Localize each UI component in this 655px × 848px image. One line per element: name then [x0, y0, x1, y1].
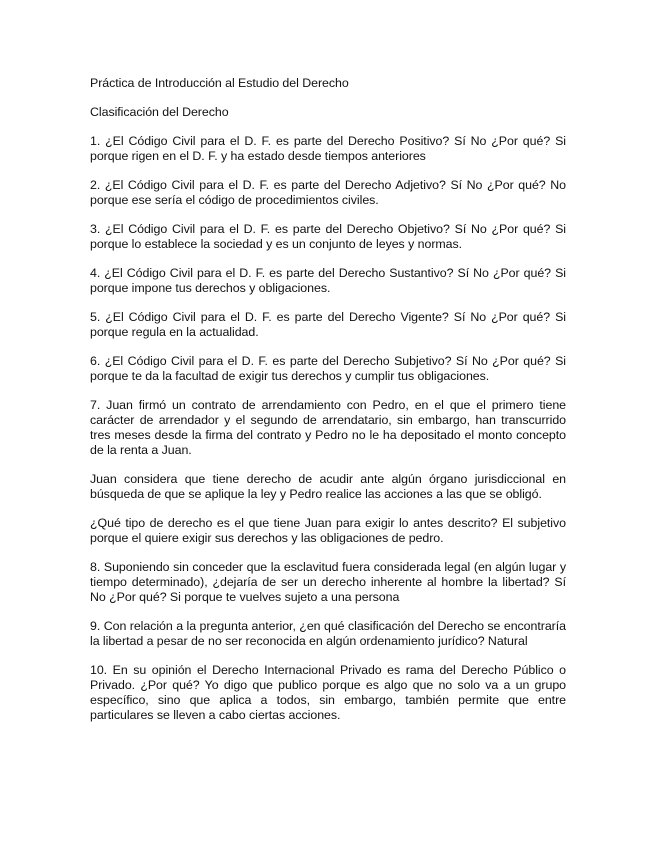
question-6: 6. ¿El Código Civil para el D. F. es parte del Derecho Subjetivo? Sí No ¿Por qué? Si porque te da la facultad de exigir tus derechos y cumplir tus obligaciones. [90, 354, 566, 383]
question-7-context: Juan considera que tiene derecho de acudir ante algún órgano jurisdiccional en búsqueda de que se aplique la ley y Pedro realice las acciones a las que se obligó. [90, 472, 566, 501]
question-1: 1. ¿El Código Civil para el D. F. es parte del Derecho Positivo? Sí No ¿Por qué? Si porque rigen en el D. F. y ha estado desde tiempos anteriores [90, 134, 566, 163]
question-8: 8. Suponiendo sin conceder que la esclavitud fuera considerada legal (en algún lugar y tiempo determinado), ¿dejaría de ser un derecho inherente al hombre la libertad? Sí No ¿Por qué? Si porque te vuelves sujeto a una persona [90, 560, 566, 604]
question-7: 7. Juan firmó un contrato de arrendamiento con Pedro, en el que el primero tiene carácter de arrendador y el segundo de arrendatario, sin embargo, han transcurrido tres meses desde la firma del contrato y Pedro no le ha depositado el monto concepto de la renta a Juan. [90, 398, 566, 457]
question-4: 4. ¿El Código Civil para el D. F. es parte del Derecho Sustantivo? Sí No ¿Por qué? Si porque impone tus derechos y obligaciones. [90, 266, 566, 295]
document-page [90, 76, 566, 737]
question-10: 10. En su opinión el Derecho Internacional Privado es rama del Derecho Público o Privado. ¿Por qué? Yo digo que publico porque es algo que no solo va a un grupo específico, sino que aplica a todos, sin embargo, también permite que entre particulares se lleven a cabo ciertas acciones. [90, 663, 566, 722]
question-5: 5. ¿El Código Civil para el D. F. es parte del Derecho Vigente? Sí No ¿Por qué? Si porque regula en la actualidad. [90, 310, 566, 339]
document-title: Práctica de Introducción al Estudio del Derecho [90, 76, 349, 90]
question-3: 3. ¿El Código Civil para el D. F. es parte del Derecho Objetivo? Sí No ¿Por qué? Si porque lo establece la sociedad y es un conjunto de leyes y normas. [90, 222, 566, 251]
question-9: 9. Con relación a la pregunta anterior, ¿en qué clasificación del Derecho se encontraría la libertad a pesar de no ser reconocida en algún ordenamiento jurídico? Natural [90, 619, 566, 648]
question-2: 2. ¿El Código Civil para el D. F. es parte del Derecho Adjetivo? Sí No ¿Por qué? No porque ese sería el código de procedimientos civiles. [90, 178, 566, 207]
document-subtitle: Clasificación del Derecho [90, 105, 229, 119]
question-7-answer: ¿Qué tipo de derecho es el que tiene Juan para exigir lo antes descrito? El subjetivo porque el quiere exigir sus derechos y las obligaciones de pedro. [90, 516, 566, 545]
